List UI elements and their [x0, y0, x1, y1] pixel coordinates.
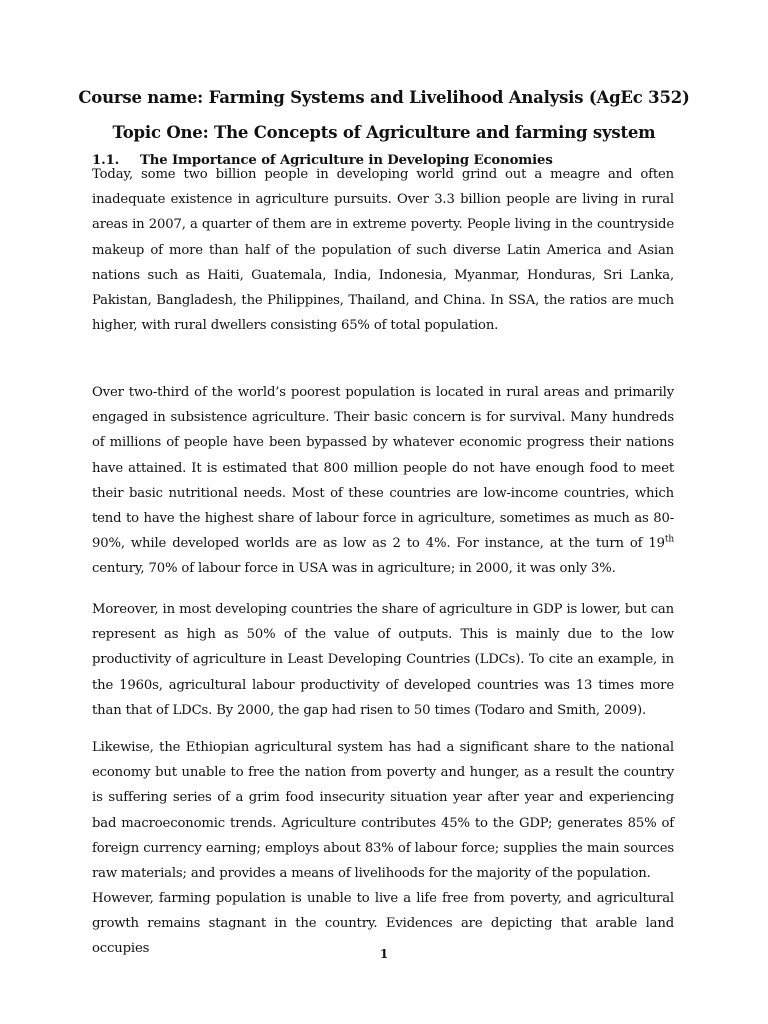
paragraph-2	[92, 380, 674, 582]
paragraph-5: However, farming population is unable to live a life free from poverty, and agricultural growth remains stagnant in the country. Evidences are depicting that arable land occupies	[92, 891, 674, 957]
paragraph-2-text-b: century, 70% of labour force in USA was in agriculture; in 2000, it was only 3%.	[92, 561, 616, 577]
paragraph-1: Today, some two billion people in developing world grind out a meagre and often inadequate existence in agriculture pursuits. Over 3.3 billion people are living in rural areas in 2007, a quarter of them are in extreme poverty. People living in the countryside makeup of more than half of the population of such diverse Latin America and Asian nations such as Haiti, Guatemala, India, Indonesia, Myanmar, Honduras, Sri Lanka, Pakistan, Bangladesh, the Philippines, Thailand, and China. In SSA, the ratios are much higher, with rural dwellers consisting 65% of total population.	[92, 167, 674, 334]
course-title: Course name: Farming Systems and Livelihood Analysis (AgEc 352)	[78, 88, 690, 107]
paragraph-2-text-a: Over two-third of the world’s poorest population is located in rural areas and primarily engaged in subsistence agriculture. Their basic concern is for survival. Many hundreds of millions of people have been bypassed by whatever economic progress their nations have attained. It is estimated that 800 million people do not have enough food to meet their basic nutritional needs. Most of these countries are low-income countries, which tend to have the highest share of labour force in agriculture, sometimes as much as 80-90%, while developed worlds are as low as 2 to 4%. For instance, at the turn of 19	[92, 385, 674, 552]
section-number: 1.1.	[92, 153, 120, 168]
page-number: 1	[379, 947, 389, 961]
paragraph-4: Likewise, the Ethiopian agricultural system has had a significant share to the national economy but unable to free the nation from poverty and hunger, as a result the country is suffering series of a grim food insecurity situation year after year and experiencing bad macroeconomic trends. Agriculture contributes 45% to the GDP; generates 85% of foreign currency earning; employs about 83% of labour force; supplies the main sources raw materials; and provides a means of livelihoods for the majority of the population.	[92, 740, 674, 882]
paragraph-3: Moreover, in most developing countries the share of agriculture in GDP is lower, but can represent as high as 50% of the value of outputs. This is mainly due to the low productivity of agriculture in Least Developing Countries (LDCs). To cite an example, in the 1960s, agricultural labour productivity of developed countries was 13 times more than that of LDCs. By 2000, the gap had risen to 50 times (Todaro and Smith, 2009).	[92, 602, 674, 718]
section-title: The Importance of Agriculture in Developing Economies	[140, 153, 553, 168]
superscript-th: th	[664, 534, 674, 545]
topic-title: Topic One: The Concepts of Agriculture and farming system	[112, 123, 656, 142]
